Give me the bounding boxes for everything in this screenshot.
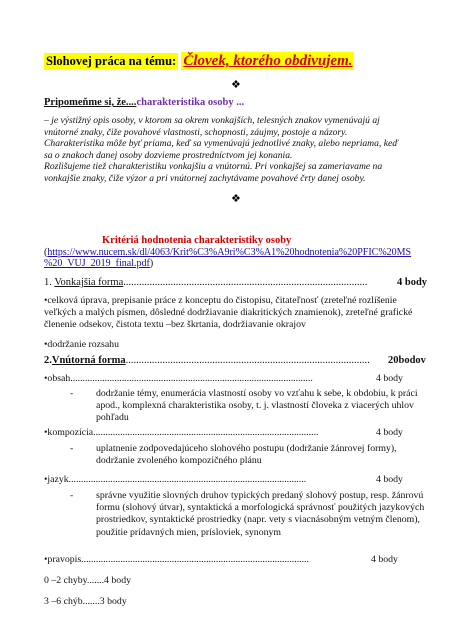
criterion-content: •obsah................................................................................................... bbox=[44, 373, 313, 384]
section-outer-form: 1. Vonkajšia forma............................................................................................. bbox=[44, 277, 368, 288]
criterion-points: 4 body bbox=[371, 554, 398, 565]
intro-line: vnútorné znaky, čiže povahové vlastnosti, schopnosti, záujmy, postoje a názory. bbox=[44, 126, 348, 138]
section-points: 20bodov bbox=[388, 355, 426, 366]
section-label: Vnútorná forma bbox=[51, 355, 126, 366]
reminder-lead: Pripomeňme si, že.... bbox=[44, 97, 137, 108]
criterion-points: 4 body bbox=[376, 427, 403, 438]
title-main: Človek, ktorého obdivujem. bbox=[183, 53, 353, 69]
dash-bullet: - bbox=[70, 388, 74, 399]
diamond-bullet-icon: ❖ bbox=[231, 79, 241, 91]
reminder-heading bbox=[44, 97, 244, 108]
section-points: 4 body bbox=[397, 277, 428, 288]
intro-line: sa o znakoch danej osoby dozvieme prostredníctvom jej konania. bbox=[44, 149, 293, 161]
intro-paragraph bbox=[44, 115, 439, 185]
section-inner-form: 2.Vnútorná forma............................................................................................. bbox=[44, 355, 370, 366]
dash-bullet: - bbox=[70, 443, 74, 454]
intro-line: vonkajšie znaky, čiže výzor a pri vnútornej zachytávame povahové črty danej osoby. bbox=[44, 172, 366, 184]
section-label: Vonkajšia forma bbox=[54, 277, 124, 288]
criteria-link-url-cont[interactable]: %20_VUJ_2019_final.pdf bbox=[44, 258, 150, 269]
criteria-link: (https://www.nucem.sk/dl/4063/Krit%C3%A9ri%C3%A1%20hodnotenia%20PFIC%20MS %20_VUJ_2019_final.pdf) bbox=[44, 247, 412, 269]
criterion-content-desc: dodržanie témy, enumerácia vlastností osoby vo vzťahu k sebe, k obdobiu, k práci apod., komplexná charakteristika osoby, t. j. vlastností človeka z viacerých uhlov pohľadu bbox=[96, 388, 418, 424]
criterion-points: 4 body bbox=[376, 474, 403, 485]
score-line: 3 –6 chýb.......3 body bbox=[44, 596, 127, 607]
criterion-composition-desc: uplatnenie zodpovedajúceho slohového postupu (dodržanie žánrovej formy), dodržanie zvoleného kompozičného plánu bbox=[96, 443, 397, 467]
criterion-language-desc: správne využitie slovných druhov typických predaný slohový postup, resp. žánrovú formu (slohový útvar), syntaktická a morfologická správnosť použitých jazykových prostriedkov, syntaktické prostriedky (napr. vety s viacnásobným vetným členom), použitie prídavných mien, prísloviek, synonym bbox=[96, 490, 425, 538]
outer-form-extent: •dodržanie rozsahu bbox=[44, 339, 119, 350]
intro-line: Charakteristika môže byť priama, keď sa vymenúvajú jednotlivé znaky, alebo nepriama, keď bbox=[44, 138, 399, 150]
document-title bbox=[44, 53, 354, 70]
criteria-title: Kritériá hodnotenia charakteristiky osoby bbox=[102, 235, 292, 246]
criteria-link-url[interactable]: https://www.nucem.sk/dl/4063/Krit%C3%A9ri%C3%A1%20hodnotenia%20PFIC%20MS bbox=[47, 247, 412, 258]
intro-line: – je výstižný opis osoby, v ktorom sa okrem vonkajších, telesných znakov vymenúvajú aj bbox=[44, 115, 380, 126]
title-lead: Slohovej práca na tému: bbox=[46, 54, 177, 68]
criterion-points: 4 body bbox=[376, 373, 403, 384]
criterion-spelling: •pravopis............................................................................................. bbox=[44, 554, 309, 565]
dash-bullet: - bbox=[70, 490, 74, 501]
intro-line: Rozlišujeme tiež charakteristiku vonkajšiu a vnútornú. Pri vonkajšej sa zameriavame na bbox=[44, 161, 383, 173]
diamond-bullet-icon: ❖ bbox=[231, 193, 241, 205]
criterion-language: •jazyk................................................................................................. bbox=[44, 474, 307, 485]
outer-form-criteria: •celková úprava, prepisanie práce z konceptu do čistopisu, čitateľnosť (zreteľné rozlíšenie veľkých a malých písmen, dôsledné dodržiavanie diakritických znamienok), zreteľné grafické členenie odsekov, čistota textu –bez škrtania, dodržiavanie okrajov bbox=[44, 295, 413, 331]
criterion-composition: •kompozícia............................................................................................ bbox=[44, 427, 319, 438]
reminder-term: charakteristika osoby ... bbox=[136, 97, 245, 108]
score-line: 0 –2 chyby.......4 body bbox=[44, 575, 131, 586]
